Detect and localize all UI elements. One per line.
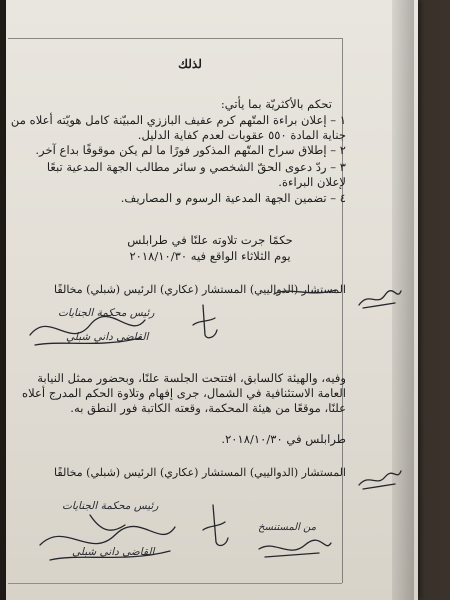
counsellor-signature-2 — [195, 500, 235, 555]
verdict-line: حكمًا جرت تلاوته علنًا في طرابلس — [127, 233, 293, 247]
judge-signature-1 — [20, 300, 150, 360]
date-line: طرابلس في ٢٠١٨/١٠/٣٠. — [221, 432, 346, 446]
counsellor-signature-1 — [185, 300, 225, 345]
page-border-bottom — [8, 583, 342, 584]
signatories-line-2: المستشار (الدوالييي) المستشار (عكاري) الرئيس (شبلي) مخالفًا — [54, 466, 346, 479]
court-head-stamp: رئيس محكمة الجنايات — [58, 307, 155, 319]
ruling-item: ٣ – ردّ دعوى الحقّ الشخصي و سائر مطالب الجهة المدعية تبعًا — [46, 160, 346, 174]
ruling-item: جناية المادة ٥٥٠ عقوبات لعدم كفاية الدليل. — [137, 128, 346, 142]
signatories-line: المستشار (الدوالييي) المستشار (عكاري) الرئيس (شبلي) مخالفًا — [54, 283, 346, 296]
strike-through-mark — [270, 280, 340, 304]
session-paragraph-line: وفيه، والهيئة كالسابق، افتتحت الجلسة علنًا، وبحضور ممثل النيابة — [37, 371, 346, 385]
judge-name-stamp: القاضي داني شبلي — [66, 331, 149, 343]
page-border-top — [8, 38, 342, 39]
judge-name-stamp-2: القاضي داني شبلي — [72, 546, 155, 558]
session-paragraph-line: العامة الاستئنافية في الشمال، جرى إفهام وتلاوة الحكم المدرج أعلاه — [22, 386, 346, 400]
verdict-date-line: يوم الثلاثاء الواقع فيه ٢٠١٨/١٠/٣٠ — [129, 249, 291, 263]
clerk-signature — [255, 535, 335, 565]
ruling-item: ٢ – إطلاق سراح المتّهم المذكور فورًا ما لم يكن موقوفًا بداع آخر. — [35, 143, 346, 157]
ruling-item: ١ – إعلان براءة المتّهم كرم عفيف الباززي المبيّنة كامل هويّته أعلاه من — [10, 113, 346, 127]
ruling-item: لإعلان البراءة. — [278, 175, 346, 189]
margin-initial-2 — [355, 465, 405, 495]
judge-signature-2 — [30, 505, 180, 575]
ruling-intro: تحكم بالأكثريّة بما يأتي: — [220, 97, 332, 111]
margin-initial-1 — [355, 283, 405, 313]
ruling-item: ٤ – تضمين الجهة المدعية الرسوم و المصاريف. — [120, 191, 346, 205]
session-paragraph-line: علنًا، موقعًا من هيئة المحكمة، وقعته الكاتبة فور النطق به. — [70, 401, 346, 415]
clerk-note: من المستنسخ — [258, 522, 317, 533]
document-title: لذلك — [178, 57, 202, 71]
court-head-stamp-2: رئيس محكمة الجنايات — [62, 500, 159, 512]
